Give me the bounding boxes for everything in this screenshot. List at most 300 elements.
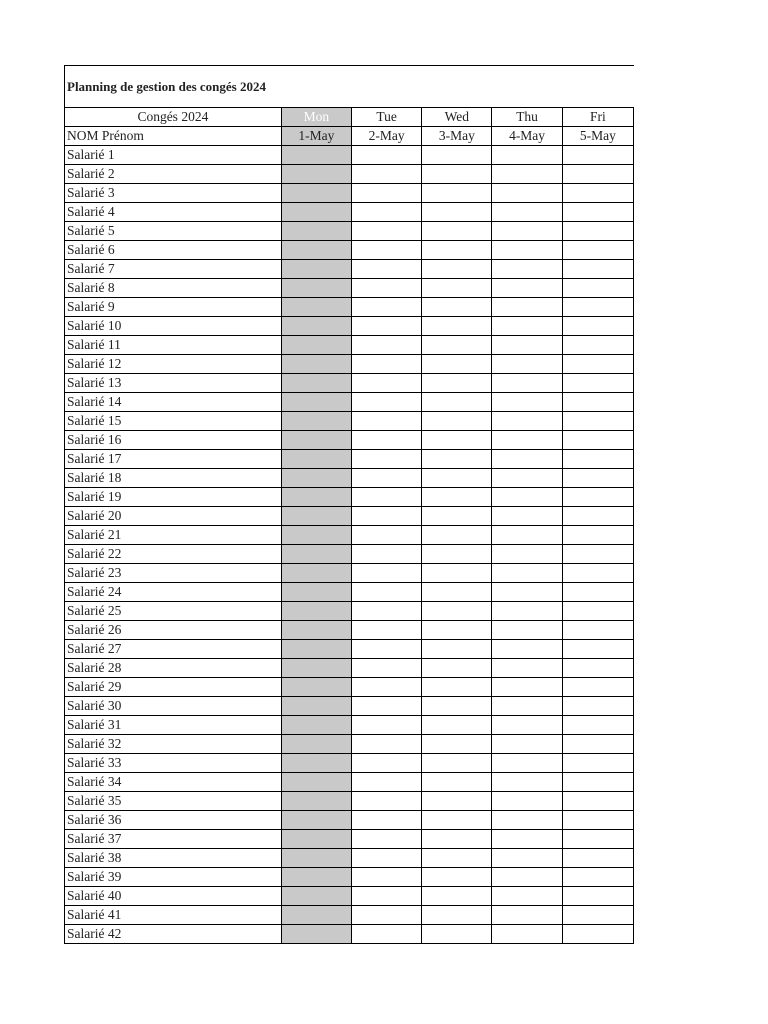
leave-cell-fri[interactable] — [562, 469, 633, 488]
employee-name: Salarié 7 — [65, 260, 282, 279]
leave-cell-tue[interactable] — [351, 887, 421, 906]
header-row-days — [65, 108, 634, 127]
leave-cell-fri[interactable] — [562, 488, 633, 507]
leave-cell-fri[interactable] — [562, 317, 633, 336]
leave-cell-mon[interactable] — [281, 184, 351, 203]
leave-cell-wed[interactable] — [422, 488, 492, 507]
leave-cell-tue[interactable] — [351, 773, 421, 792]
leave-cell-fri[interactable] — [562, 887, 633, 906]
leave-cell-wed[interactable] — [422, 165, 492, 184]
leave-cell-tue[interactable] — [351, 678, 421, 697]
leave-cell-thu[interactable] — [492, 450, 562, 469]
employee-name: Salarié 6 — [65, 241, 282, 260]
leave-cell-thu[interactable] — [492, 146, 562, 165]
leave-cell-fri[interactable] — [562, 431, 633, 450]
employee-row — [65, 830, 634, 849]
leave-cell-mon[interactable] — [281, 279, 351, 298]
employee-name: Salarié 26 — [65, 621, 282, 640]
leave-cell-fri[interactable] — [562, 773, 633, 792]
leave-cell-thu[interactable] — [492, 260, 562, 279]
leave-cell-tue[interactable] — [351, 184, 421, 203]
leave-cell-wed[interactable] — [422, 621, 492, 640]
employee-name: Salarié 16 — [65, 431, 282, 450]
leave-cell-wed[interactable] — [422, 678, 492, 697]
leave-cell-wed[interactable] — [422, 279, 492, 298]
leave-cell-mon[interactable] — [281, 374, 351, 393]
employee-row — [65, 336, 634, 355]
leave-cell-mon[interactable] — [281, 393, 351, 412]
employee-row — [65, 393, 634, 412]
leave-cell-tue[interactable] — [351, 203, 421, 222]
leave-cell-thu[interactable] — [492, 868, 562, 887]
leave-cell-mon[interactable] — [281, 241, 351, 260]
leave-cell-wed[interactable] — [422, 146, 492, 165]
employee-row — [65, 735, 634, 754]
leave-cell-tue[interactable] — [351, 412, 421, 431]
leave-cell-wed[interactable] — [422, 260, 492, 279]
leave-cell-wed[interactable] — [422, 184, 492, 203]
employee-name: Salarié 18 — [65, 469, 282, 488]
leave-cell-tue[interactable] — [351, 849, 421, 868]
header-date-wed: 3-May — [422, 127, 492, 146]
leave-cell-tue[interactable] — [351, 659, 421, 678]
leave-cell-fri[interactable] — [562, 393, 633, 412]
leave-cell-fri[interactable] — [562, 336, 633, 355]
employee-name: Salarié 32 — [65, 735, 282, 754]
leave-cell-tue[interactable] — [351, 640, 421, 659]
leave-cell-thu[interactable] — [492, 621, 562, 640]
leave-cell-fri[interactable] — [562, 146, 633, 165]
leave-cell-mon[interactable] — [281, 412, 351, 431]
employee-name: Salarié 39 — [65, 868, 282, 887]
leave-cell-mon[interactable] — [281, 450, 351, 469]
employee-name: Salarié 9 — [65, 298, 282, 317]
leave-cell-wed[interactable] — [422, 564, 492, 583]
leave-cell-tue[interactable] — [351, 754, 421, 773]
employee-row — [65, 279, 634, 298]
leave-cell-wed[interactable] — [422, 336, 492, 355]
leave-cell-fri[interactable] — [562, 260, 633, 279]
employee-row — [65, 222, 634, 241]
leave-cell-tue[interactable] — [351, 241, 421, 260]
employee-row — [65, 659, 634, 678]
leave-cell-fri[interactable] — [562, 545, 633, 564]
employee-row — [65, 507, 634, 526]
leave-cell-thu[interactable] — [492, 507, 562, 526]
employee-row — [65, 260, 634, 279]
leave-cell-wed[interactable] — [422, 659, 492, 678]
leave-cell-mon[interactable] — [281, 583, 351, 602]
leave-cell-thu[interactable] — [492, 716, 562, 735]
leave-cell-fri[interactable] — [562, 754, 633, 773]
leave-cell-fri[interactable] — [562, 716, 633, 735]
leave-cell-fri[interactable] — [562, 165, 633, 184]
employee-name: Salarié 42 — [65, 925, 282, 944]
header-day-mon: Mon — [281, 108, 351, 127]
leave-cell-thu[interactable] — [492, 317, 562, 336]
leave-cell-wed[interactable] — [422, 640, 492, 659]
leave-cell-tue[interactable] — [351, 393, 421, 412]
leave-cell-fri[interactable] — [562, 906, 633, 925]
employee-name: Salarié 41 — [65, 906, 282, 925]
leave-cell-wed[interactable] — [422, 317, 492, 336]
header-date-mon: 1-May — [281, 127, 351, 146]
employee-row — [65, 545, 634, 564]
leave-cell-tue[interactable] — [351, 906, 421, 925]
leave-cell-mon[interactable] — [281, 754, 351, 773]
leave-cell-thu[interactable] — [492, 298, 562, 317]
leave-cell-thu[interactable] — [492, 279, 562, 298]
leave-cell-wed[interactable] — [422, 773, 492, 792]
leave-cell-mon[interactable] — [281, 431, 351, 450]
leave-cell-thu[interactable] — [492, 773, 562, 792]
leave-cell-tue[interactable] — [351, 279, 421, 298]
leave-cell-thu[interactable] — [492, 849, 562, 868]
leave-cell-thu[interactable] — [492, 640, 562, 659]
leave-cell-wed[interactable] — [422, 222, 492, 241]
header-date-thu: 4-May — [492, 127, 562, 146]
leave-cell-fri[interactable] — [562, 811, 633, 830]
employee-row — [65, 906, 634, 925]
leave-cell-tue[interactable] — [351, 526, 421, 545]
leave-cell-fri[interactable] — [562, 279, 633, 298]
leave-cell-wed[interactable] — [422, 792, 492, 811]
leave-cell-mon[interactable] — [281, 887, 351, 906]
leave-cell-wed[interactable] — [422, 507, 492, 526]
leave-cell-wed[interactable] — [422, 355, 492, 374]
leave-cell-tue[interactable] — [351, 830, 421, 849]
leave-cell-tue[interactable] — [351, 925, 421, 944]
header-day-wed: Wed — [422, 108, 492, 127]
header-date-fri: 5-May — [562, 127, 633, 146]
leave-cell-tue[interactable] — [351, 507, 421, 526]
leave-cell-thu[interactable] — [492, 241, 562, 260]
employee-name: Salarié 35 — [65, 792, 282, 811]
leave-planning-sheet — [64, 65, 634, 950]
leave-cell-thu[interactable] — [492, 564, 562, 583]
leave-cell-fri[interactable] — [562, 412, 633, 431]
employee-name: Salarié 22 — [65, 545, 282, 564]
leave-cell-tue[interactable] — [351, 564, 421, 583]
leave-cell-thu[interactable] — [492, 925, 562, 944]
employee-row — [65, 583, 634, 602]
employee-name: Salarié 1 — [65, 146, 282, 165]
leave-cell-wed[interactable] — [422, 716, 492, 735]
employee-name: Salarié 33 — [65, 754, 282, 773]
employee-row — [65, 526, 634, 545]
leave-cell-tue[interactable] — [351, 697, 421, 716]
leave-cell-thu[interactable] — [492, 735, 562, 754]
leave-cell-fri[interactable] — [562, 184, 633, 203]
header-day-thu: Thu — [492, 108, 562, 127]
employee-name: Salarié 24 — [65, 583, 282, 602]
leave-cell-fri[interactable] — [562, 203, 633, 222]
employee-name: Salarié 12 — [65, 355, 282, 374]
sheet-title: Planning de gestion des congés 2024 — [67, 79, 266, 94]
leave-cell-tue[interactable] — [351, 488, 421, 507]
leave-cell-fri[interactable] — [562, 925, 633, 944]
leave-cell-tue[interactable] — [351, 469, 421, 488]
employee-row — [65, 146, 634, 165]
leave-cell-tue[interactable] — [351, 431, 421, 450]
employee-name: Salarié 36 — [65, 811, 282, 830]
header-day-fri: Fri — [562, 108, 633, 127]
leave-cell-thu[interactable] — [492, 678, 562, 697]
leave-cell-fri[interactable] — [562, 678, 633, 697]
employee-name: Salarié 20 — [65, 507, 282, 526]
leave-cell-fri[interactable] — [562, 697, 633, 716]
leave-cell-mon[interactable] — [281, 621, 351, 640]
leave-cell-fri[interactable] — [562, 792, 633, 811]
leave-cell-thu[interactable] — [492, 659, 562, 678]
leave-cell-thu[interactable] — [492, 754, 562, 773]
employee-name: Salarié 27 — [65, 640, 282, 659]
leave-cell-thu[interactable] — [492, 336, 562, 355]
leave-cell-wed[interactable] — [422, 849, 492, 868]
header-name-column: NOM Prénom — [65, 127, 282, 146]
leave-cell-mon[interactable] — [281, 602, 351, 621]
employee-name: Salarié 28 — [65, 659, 282, 678]
leave-cell-wed[interactable] — [422, 203, 492, 222]
leave-cell-mon[interactable] — [281, 298, 351, 317]
employee-name: Salarié 25 — [65, 602, 282, 621]
leave-cell-wed[interactable] — [422, 602, 492, 621]
leave-cell-tue[interactable] — [351, 355, 421, 374]
leave-cell-wed[interactable] — [422, 887, 492, 906]
leave-cell-mon[interactable] — [281, 697, 351, 716]
employee-row — [65, 868, 634, 887]
employee-name: Salarié 19 — [65, 488, 282, 507]
leave-cell-mon[interactable] — [281, 678, 351, 697]
employee-name: Salarié 23 — [65, 564, 282, 583]
leave-cell-wed[interactable] — [422, 754, 492, 773]
leave-cell-mon[interactable] — [281, 735, 351, 754]
employee-name: Salarié 17 — [65, 450, 282, 469]
leave-cell-fri[interactable] — [562, 735, 633, 754]
leave-cell-mon[interactable] — [281, 507, 351, 526]
leave-cell-tue[interactable] — [351, 336, 421, 355]
leave-cell-wed[interactable] — [422, 241, 492, 260]
employee-name: Salarié 37 — [65, 830, 282, 849]
leave-cell-fri[interactable] — [562, 355, 633, 374]
leave-cell-wed[interactable] — [422, 583, 492, 602]
leave-cell-tue[interactable] — [351, 260, 421, 279]
employee-name: Salarié 4 — [65, 203, 282, 222]
employee-name: Salarié 14 — [65, 393, 282, 412]
leave-cell-wed[interactable] — [422, 811, 492, 830]
leave-cell-wed[interactable] — [422, 298, 492, 317]
employee-row — [65, 488, 634, 507]
employee-name: Salarié 29 — [65, 678, 282, 697]
leave-cell-thu[interactable] — [492, 830, 562, 849]
header-day-tue: Tue — [351, 108, 421, 127]
leave-cell-tue[interactable] — [351, 792, 421, 811]
leave-cell-thu[interactable] — [492, 355, 562, 374]
leave-cell-fri[interactable] — [562, 640, 633, 659]
leave-cell-tue[interactable] — [351, 583, 421, 602]
employee-name: Salarié 2 — [65, 165, 282, 184]
employee-row — [65, 431, 634, 450]
leave-cell-thu[interactable] — [492, 697, 562, 716]
employee-row — [65, 165, 634, 184]
leave-cell-tue[interactable] — [351, 621, 421, 640]
employee-row — [65, 697, 634, 716]
leave-cell-mon[interactable] — [281, 773, 351, 792]
leave-cell-mon[interactable] — [281, 868, 351, 887]
leave-cell-fri[interactable] — [562, 222, 633, 241]
employee-row — [65, 355, 634, 374]
leave-cell-mon[interactable] — [281, 526, 351, 545]
leave-cell-thu[interactable] — [492, 583, 562, 602]
employee-row — [65, 887, 634, 906]
employee-row — [65, 925, 634, 944]
employee-row — [65, 374, 634, 393]
leave-cell-wed[interactable] — [422, 906, 492, 925]
leave-cell-wed[interactable] — [422, 412, 492, 431]
leave-cell-wed[interactable] — [422, 868, 492, 887]
leave-cell-wed[interactable] — [422, 526, 492, 545]
leave-cell-mon[interactable] — [281, 792, 351, 811]
leave-cell-tue[interactable] — [351, 602, 421, 621]
leave-cell-thu[interactable] — [492, 431, 562, 450]
leave-cell-fri[interactable] — [562, 583, 633, 602]
leave-cell-tue[interactable] — [351, 146, 421, 165]
leave-cell-mon[interactable] — [281, 545, 351, 564]
leave-cell-wed[interactable] — [422, 469, 492, 488]
leave-cell-fri[interactable] — [562, 241, 633, 260]
employee-name: Salarié 3 — [65, 184, 282, 203]
leave-cell-tue[interactable] — [351, 222, 421, 241]
leave-cell-tue[interactable] — [351, 868, 421, 887]
leave-cell-thu[interactable] — [492, 412, 562, 431]
leave-cell-mon[interactable] — [281, 336, 351, 355]
leave-cell-tue[interactable] — [351, 735, 421, 754]
leave-cell-wed[interactable] — [422, 735, 492, 754]
leave-cell-mon[interactable] — [281, 488, 351, 507]
leave-cell-tue[interactable] — [351, 317, 421, 336]
leave-cell-mon[interactable] — [281, 203, 351, 222]
leave-cell-thu[interactable] — [492, 374, 562, 393]
leave-cell-tue[interactable] — [351, 450, 421, 469]
employee-row — [65, 716, 634, 735]
leave-cell-wed[interactable] — [422, 925, 492, 944]
leave-cell-fri[interactable] — [562, 374, 633, 393]
leave-cell-tue[interactable] — [351, 811, 421, 830]
leave-cell-fri[interactable] — [562, 507, 633, 526]
leave-cell-mon[interactable] — [281, 849, 351, 868]
employee-row — [65, 184, 634, 203]
employee-name: Salarié 11 — [65, 336, 282, 355]
leave-cell-tue[interactable] — [351, 545, 421, 564]
leave-cell-fri[interactable] — [562, 602, 633, 621]
leave-cell-mon[interactable] — [281, 469, 351, 488]
employee-row — [65, 317, 634, 336]
leave-cell-wed[interactable] — [422, 431, 492, 450]
leave-cell-fri[interactable] — [562, 450, 633, 469]
leave-cell-mon[interactable] — [281, 146, 351, 165]
leave-cell-wed[interactable] — [422, 393, 492, 412]
leave-cell-tue[interactable] — [351, 165, 421, 184]
employee-name: Salarié 34 — [65, 773, 282, 792]
leave-cell-mon[interactable] — [281, 640, 351, 659]
employee-row — [65, 412, 634, 431]
leave-cell-thu[interactable] — [492, 469, 562, 488]
leave-cell-mon[interactable] — [281, 811, 351, 830]
leave-cell-mon[interactable] — [281, 355, 351, 374]
leave-cell-fri[interactable] — [562, 298, 633, 317]
employee-row — [65, 678, 634, 697]
leave-cell-fri[interactable] — [562, 830, 633, 849]
employee-name: Salarié 21 — [65, 526, 282, 545]
leave-cell-thu[interactable] — [492, 545, 562, 564]
leave-cell-mon[interactable] — [281, 165, 351, 184]
leave-cell-tue[interactable] — [351, 716, 421, 735]
leave-cell-thu[interactable] — [492, 792, 562, 811]
leave-cell-thu[interactable] — [492, 222, 562, 241]
employee-name: Salarié 10 — [65, 317, 282, 336]
leave-cell-tue[interactable] — [351, 298, 421, 317]
employee-row — [65, 298, 634, 317]
leave-cell-mon[interactable] — [281, 716, 351, 735]
leave-cell-mon[interactable] — [281, 260, 351, 279]
leave-cell-thu[interactable] — [492, 165, 562, 184]
employee-row — [65, 241, 634, 260]
leave-cell-fri[interactable] — [562, 868, 633, 887]
employee-name: Salarié 38 — [65, 849, 282, 868]
leave-cell-fri[interactable] — [562, 621, 633, 640]
leave-cell-thu[interactable] — [492, 602, 562, 621]
header-corner-title: Congés 2024 — [65, 108, 282, 127]
leave-cell-thu[interactable] — [492, 811, 562, 830]
leave-cell-thu[interactable] — [492, 906, 562, 925]
leave-cell-thu[interactable] — [492, 393, 562, 412]
leave-cell-thu[interactable] — [492, 887, 562, 906]
leave-cell-tue[interactable] — [351, 374, 421, 393]
employee-row — [65, 602, 634, 621]
header-date-tue: 2-May — [351, 127, 421, 146]
leave-cell-wed[interactable] — [422, 697, 492, 716]
leave-cell-mon[interactable] — [281, 659, 351, 678]
leave-cell-mon[interactable] — [281, 317, 351, 336]
leave-cell-thu[interactable] — [492, 488, 562, 507]
leave-cell-mon[interactable] — [281, 925, 351, 944]
leave-cell-fri[interactable] — [562, 849, 633, 868]
leave-cell-wed[interactable] — [422, 450, 492, 469]
employee-row — [65, 754, 634, 773]
leave-cell-wed[interactable] — [422, 374, 492, 393]
employee-row — [65, 773, 634, 792]
employee-row — [65, 621, 634, 640]
leave-cell-mon[interactable] — [281, 906, 351, 925]
leave-cell-wed[interactable] — [422, 830, 492, 849]
leave-cell-mon[interactable] — [281, 830, 351, 849]
leave-cell-thu[interactable] — [492, 184, 562, 203]
leave-cell-fri[interactable] — [562, 526, 633, 545]
leave-cell-fri[interactable] — [562, 659, 633, 678]
employee-name: Salarié 31 — [65, 716, 282, 735]
leave-cell-thu[interactable] — [492, 203, 562, 222]
employee-row — [65, 792, 634, 811]
leave-cell-mon[interactable] — [281, 564, 351, 583]
employee-row — [65, 564, 634, 583]
title-bar — [64, 65, 634, 107]
employee-name: Salarié 13 — [65, 374, 282, 393]
leave-cell-fri[interactable] — [562, 564, 633, 583]
leave-cell-mon[interactable] — [281, 222, 351, 241]
employee-row — [65, 811, 634, 830]
leave-cell-wed[interactable] — [422, 545, 492, 564]
leave-cell-thu[interactable] — [492, 526, 562, 545]
